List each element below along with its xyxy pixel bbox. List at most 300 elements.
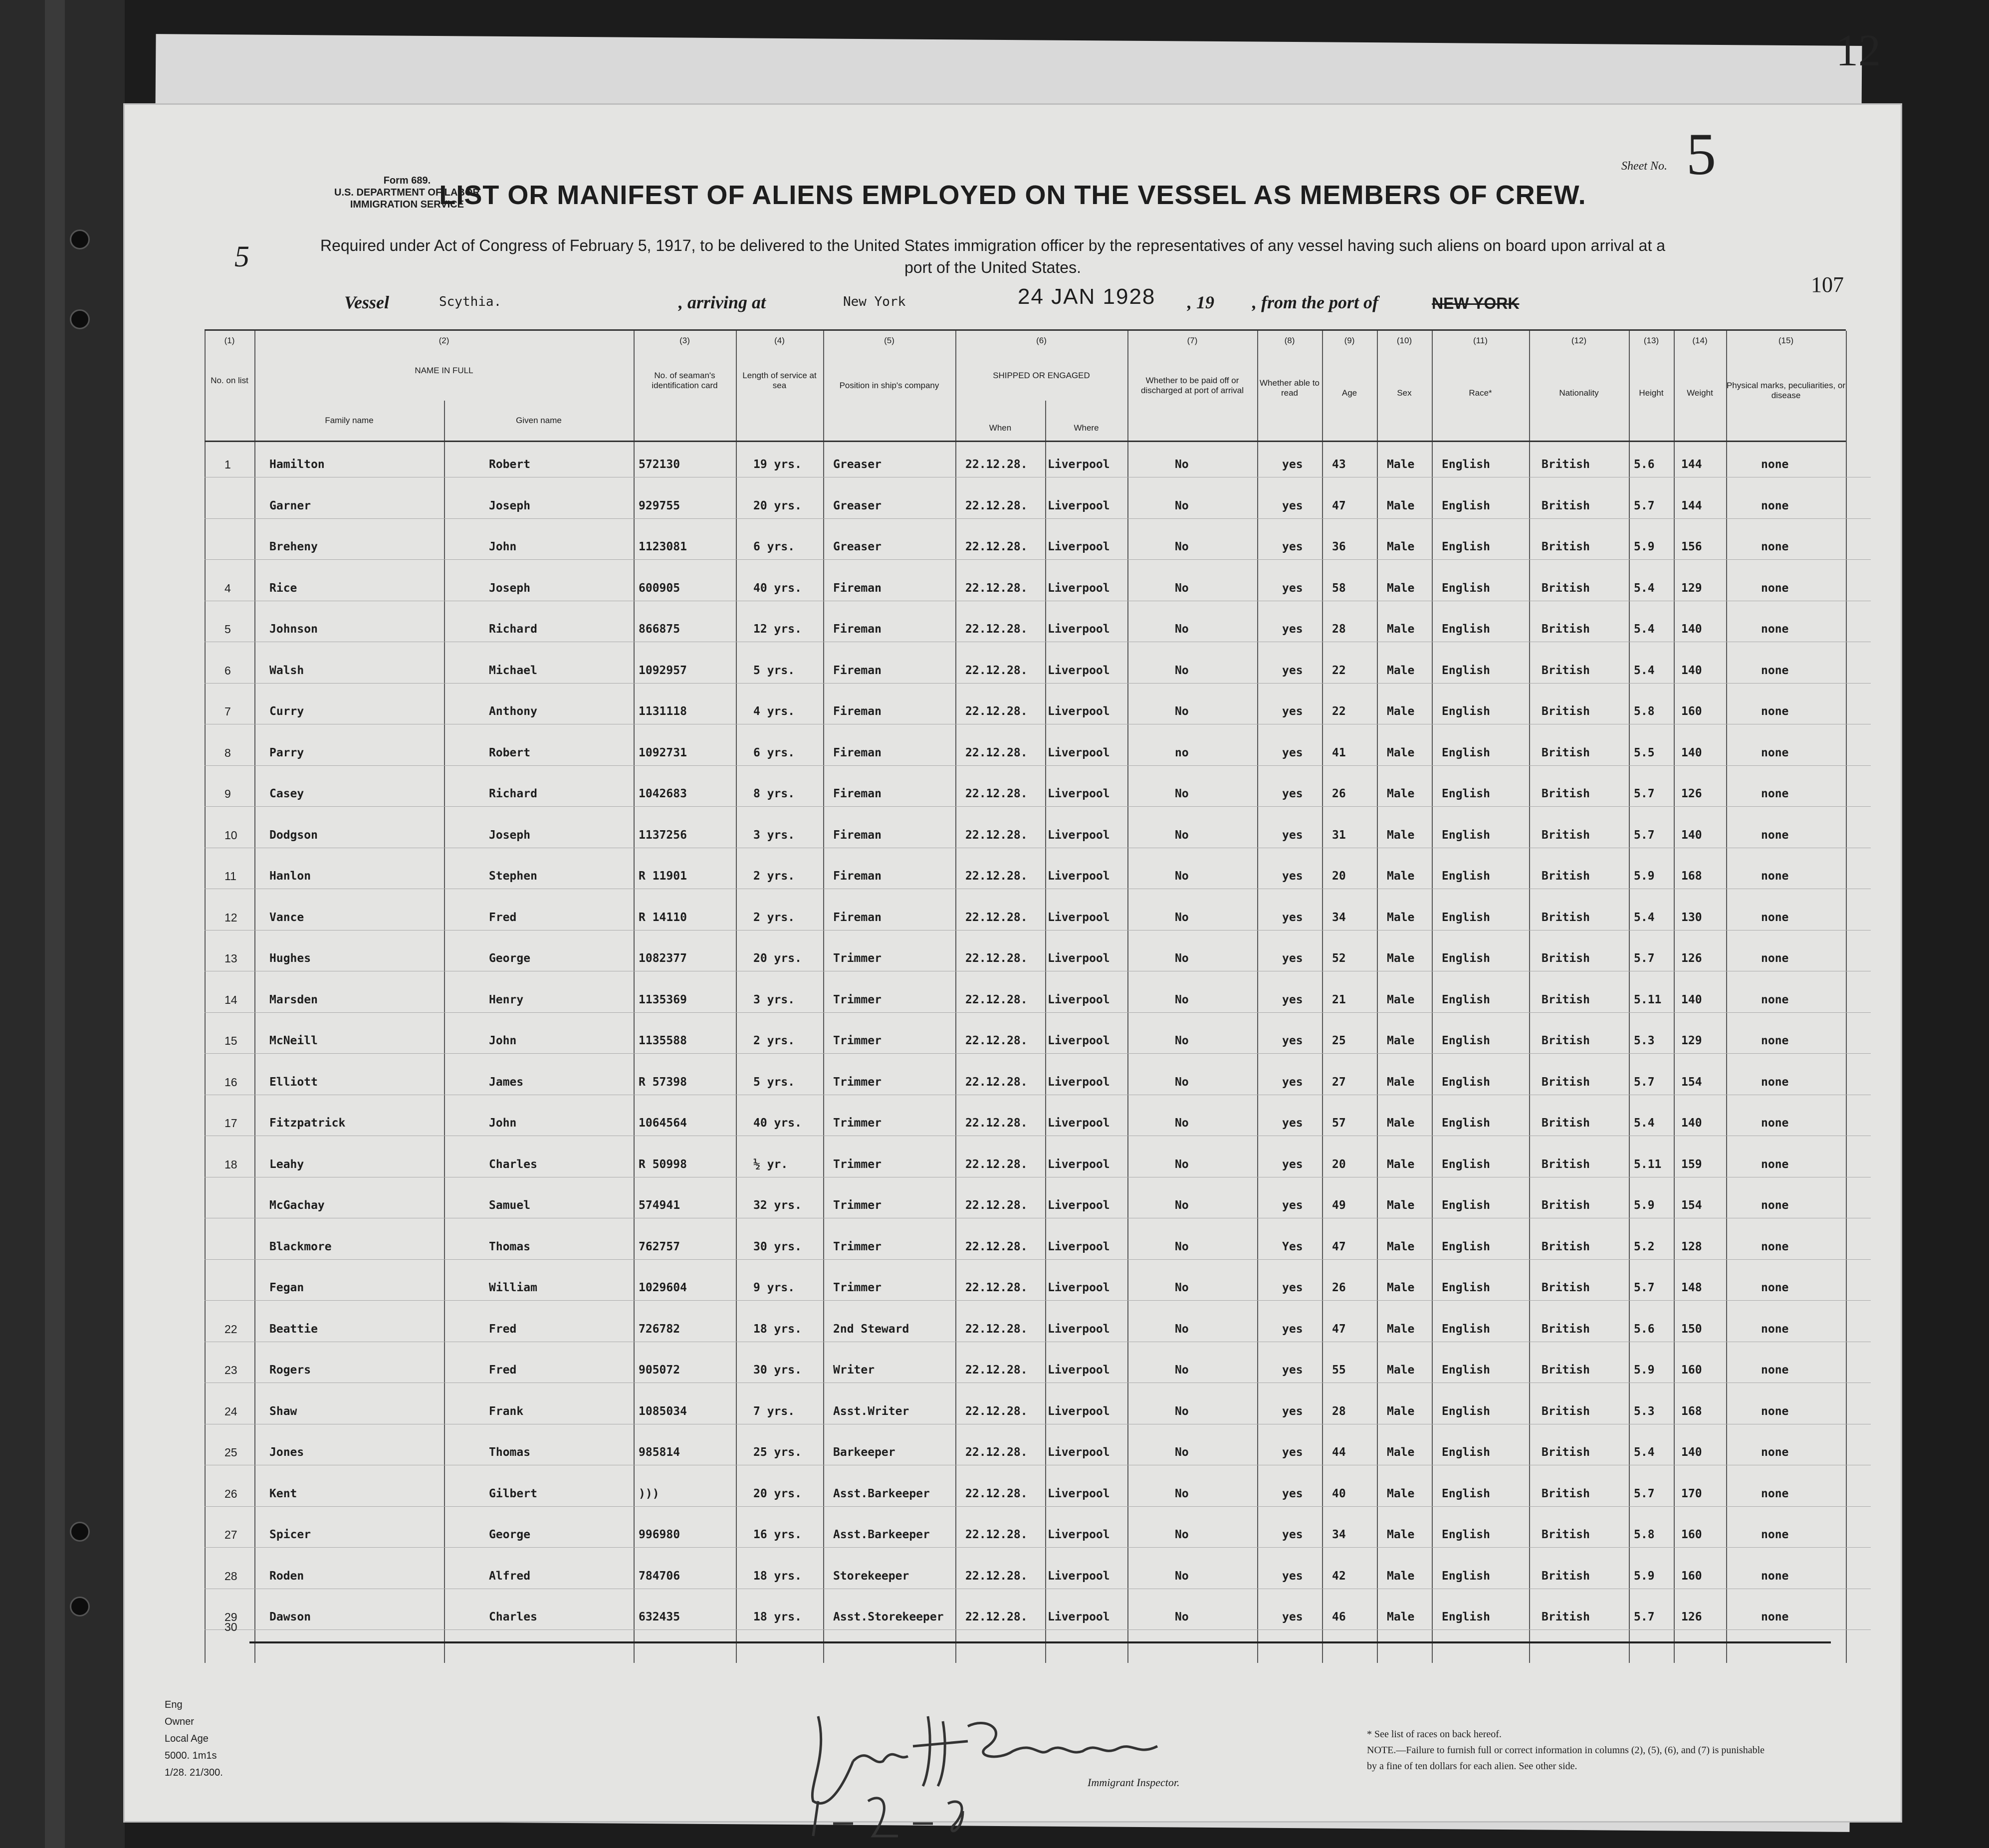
row-14-read: yes [1282, 993, 1303, 1006]
row-22-read: yes [1282, 1322, 1303, 1336]
row-8-position: Fireman [833, 746, 882, 759]
header-height: Height [1639, 388, 1664, 398]
row-23-age: 55 [1332, 1364, 1346, 1377]
column-rule [205, 331, 206, 1663]
row-rule [205, 1629, 1871, 1630]
row-24-no: 24 [224, 1404, 237, 1418]
row-16-given: James [489, 1075, 524, 1089]
from-port: NEW YORK [1432, 294, 1520, 312]
row-23-card: 905072 [639, 1364, 680, 1377]
header-length-service: Length of service at sea [742, 371, 817, 390]
row-16-no: 16 [224, 1075, 237, 1089]
row-5-height: 5.4 [1634, 623, 1655, 636]
row-22-height: 5.6 [1634, 1322, 1655, 1336]
row-28-age: 42 [1332, 1569, 1346, 1583]
row-20-sex: Male [1387, 1240, 1415, 1253]
row-1-read: yes [1282, 458, 1303, 471]
row-11-age: 20 [1332, 870, 1346, 883]
header-nationality: Nationality [1559, 388, 1599, 398]
row-26-read: yes [1282, 1487, 1303, 1500]
row-2-position: Greaser [833, 499, 882, 512]
row-22-marks: none [1761, 1322, 1789, 1336]
row-19-age: 49 [1332, 1199, 1346, 1212]
row-2-height: 5.7 [1634, 499, 1655, 512]
row-rule [205, 1506, 1871, 1507]
row-24-sex: Male [1387, 1404, 1415, 1418]
row-7-sex: Male [1387, 705, 1415, 718]
row-23-height: 5.9 [1634, 1364, 1655, 1377]
row-20-marks: none [1761, 1240, 1789, 1253]
row-21-height: 5.7 [1634, 1281, 1655, 1294]
row-12-race: English [1442, 911, 1490, 924]
row-28-when: 22.12.28. [965, 1569, 1028, 1583]
row-15-race: English [1442, 1034, 1490, 1047]
row-23-paid: No [1175, 1364, 1189, 1377]
row-7-age: 22 [1332, 705, 1346, 718]
row-7-race: English [1442, 705, 1490, 718]
row-6-read: yes [1282, 664, 1303, 677]
row-14-given: Henry [489, 993, 524, 1006]
row-24-marks: none [1761, 1404, 1789, 1418]
sheet-no-label: Sheet No. [1621, 160, 1667, 173]
row-19-service: 32 yrs. [753, 1199, 802, 1212]
row-23-sex: Male [1387, 1364, 1415, 1377]
row-5-age: 28 [1332, 623, 1346, 636]
row-10-position: Fireman [833, 828, 882, 842]
row-7-height: 5.8 [1634, 705, 1655, 718]
row-19-card: 574941 [639, 1199, 680, 1212]
row-14-weight: 140 [1681, 993, 1702, 1006]
row-26-weight: 170 [1681, 1487, 1702, 1500]
row-4-marks: none [1761, 581, 1789, 595]
row-8-card: 1092731 [639, 746, 687, 759]
row-12-read: yes [1282, 911, 1303, 924]
row-6-card: 1092957 [639, 664, 687, 677]
row-24-height: 5.3 [1634, 1404, 1655, 1418]
row-25-marks: none [1761, 1446, 1789, 1459]
row-23-race: English [1442, 1364, 1490, 1377]
row-13-age: 52 [1332, 952, 1346, 965]
row-26-nationality: British [1542, 1487, 1590, 1500]
row-13-sex: Male [1387, 952, 1415, 965]
header-able-read: Whether able to read [1259, 378, 1320, 398]
row-27-marks: none [1761, 1528, 1789, 1541]
row-25-position: Barkeeper [833, 1446, 895, 1459]
col-num-4: (4) [774, 336, 785, 345]
row-6-given: Michael [489, 664, 537, 677]
form-number: Form 689. [383, 175, 431, 186]
row-8-nationality: British [1542, 746, 1590, 759]
row-21-race: English [1442, 1281, 1490, 1294]
row-19-weight: 154 [1681, 1199, 1702, 1212]
row-26-family: Kent [269, 1487, 297, 1500]
row-26-position: Asst.Barkeeper [833, 1487, 930, 1500]
row-17-no: 17 [224, 1117, 237, 1130]
row-3-when: 22.12.28. [965, 540, 1028, 553]
row-20-where: Liverpool [1048, 1240, 1110, 1253]
row-16-position: Trimmer [833, 1075, 882, 1089]
row-21-service: 9 yrs. [753, 1281, 795, 1294]
row-rule [205, 1259, 1871, 1260]
row-10-service: 3 yrs. [753, 828, 795, 842]
row-27-paid: No [1175, 1528, 1189, 1541]
row-27-weight: 160 [1681, 1528, 1702, 1541]
row-24-given: Frank [489, 1404, 524, 1418]
row-11-position: Fireman [833, 870, 882, 883]
row-9-height: 5.7 [1634, 787, 1655, 800]
row-17-family: Fitzpatrick [269, 1117, 346, 1130]
row-1-given: Robert [489, 458, 531, 471]
row-1-no: 1 [224, 458, 231, 471]
row-29-age: 46 [1332, 1611, 1346, 1623]
row-27-service: 16 yrs. [753, 1528, 802, 1541]
row-27-position: Asst.Barkeeper [833, 1528, 930, 1541]
row-27-no: 27 [224, 1528, 237, 1541]
row-19-where: Liverpool [1048, 1199, 1110, 1212]
row-8-age: 41 [1332, 746, 1346, 759]
row-27-height: 5.8 [1634, 1528, 1655, 1541]
year-label: , 19 [1187, 292, 1214, 312]
row-1-when: 22.12.28. [965, 458, 1028, 471]
row-12-sex: Male [1387, 911, 1415, 924]
row-28-marks: none [1761, 1569, 1789, 1583]
row-22-when: 22.12.28. [965, 1322, 1028, 1336]
row-18-race: English [1442, 1157, 1490, 1171]
row-rule [205, 1053, 1871, 1054]
row-10-nationality: British [1542, 828, 1590, 842]
row-17-when: 22.12.28. [965, 1117, 1028, 1130]
row-4-service: 40 yrs. [753, 581, 802, 595]
row-12-height: 5.4 [1634, 911, 1655, 924]
row-26-card: ))) [639, 1487, 660, 1500]
row-5-paid: No [1175, 623, 1189, 636]
row-5-card: 866875 [639, 623, 680, 636]
page-title: LIST OR MANIFEST OF ALIENS EMPLOYED ON THE VESSEL AS MEMBERS OF CREW. [439, 180, 1586, 210]
row-13-no: 13 [224, 952, 237, 965]
row-18-sex: Male [1387, 1157, 1415, 1171]
row-28-card: 784706 [639, 1569, 680, 1583]
row-17-where: Liverpool [1048, 1117, 1110, 1130]
header-sex: Sex [1397, 388, 1412, 398]
row-5-race: English [1442, 623, 1490, 636]
row-25-given: Thomas [489, 1446, 531, 1459]
row-17-paid: No [1175, 1117, 1189, 1130]
row-7-marks: none [1761, 705, 1789, 718]
col-num-12: (12) [1571, 336, 1587, 345]
row-24-race: English [1442, 1404, 1490, 1418]
row-7-service: 4 yrs. [753, 705, 795, 718]
row-29-sex: Male [1387, 1611, 1415, 1623]
row-29-family: Dawson [269, 1611, 311, 1623]
row-11-card: R 11901 [639, 870, 687, 883]
row-9-race: English [1442, 787, 1490, 800]
corner-mark: 12 [1836, 26, 1881, 75]
row-11-family: Hanlon [269, 870, 311, 883]
row-4-position: Fireman [833, 581, 882, 595]
row-6-when: 22.12.28. [965, 664, 1028, 677]
row-9-position: Fireman [833, 787, 882, 800]
row-8-marks: none [1761, 746, 1789, 759]
row-17-position: Trimmer [833, 1117, 882, 1130]
row-25-no: 25 [224, 1446, 237, 1459]
row-26-when: 22.12.28. [965, 1487, 1028, 1500]
row-4-card: 600905 [639, 581, 680, 595]
row-13-race: English [1442, 952, 1490, 965]
row-19-nationality: British [1542, 1199, 1590, 1212]
row-26-sex: Male [1387, 1487, 1415, 1500]
row-5-read: yes [1282, 623, 1303, 636]
vessel-label: Vessel [344, 292, 389, 312]
row-16-where: Liverpool [1048, 1075, 1110, 1089]
row-15-given: John [489, 1034, 517, 1047]
row-21-when: 22.12.28. [965, 1281, 1028, 1294]
row-7-where: Liverpool [1048, 705, 1110, 718]
row-10-paid: No [1175, 828, 1189, 842]
row-27-when: 22.12.28. [965, 1528, 1028, 1541]
row-6-family: Walsh [269, 664, 304, 677]
column-rule [634, 331, 635, 1663]
col-num-8: (8) [1284, 336, 1295, 345]
row-1-card: 572130 [639, 458, 680, 471]
col-num-3: (3) [679, 336, 690, 345]
row-17-marks: none [1761, 1117, 1789, 1130]
row-1-nationality: British [1542, 458, 1590, 471]
row-4-given: Joseph [489, 581, 531, 595]
binder-edge [45, 0, 65, 1848]
column-rule [1529, 331, 1530, 1663]
row-28-read: yes [1282, 1569, 1303, 1583]
row-12-position: Fireman [833, 911, 882, 924]
row-19-sex: Male [1387, 1199, 1415, 1212]
row-20-given: Thomas [489, 1240, 531, 1253]
row-12-marks: none [1761, 911, 1789, 924]
row-25-service: 25 yrs. [753, 1446, 802, 1459]
row-9-when: 22.12.28. [965, 787, 1028, 800]
row-19-given: Samuel [489, 1199, 531, 1212]
row-26-given: Gilbert [489, 1487, 537, 1500]
row-16-sex: Male [1387, 1075, 1415, 1089]
row-7-read: yes [1282, 705, 1303, 718]
col-num-15: (15) [1778, 336, 1794, 345]
row-21-marks: none [1761, 1281, 1789, 1294]
row-8-given: Robert [489, 746, 531, 759]
row-28-service: 18 yrs. [753, 1569, 802, 1583]
row-11-read: yes [1282, 870, 1303, 883]
row-7-position: Fireman [833, 705, 882, 718]
row-2-service: 20 yrs. [753, 499, 802, 512]
row-6-nationality: British [1542, 664, 1590, 677]
row-4-sex: Male [1387, 581, 1415, 595]
row-17-given: John [489, 1117, 517, 1130]
row-10-age: 31 [1332, 828, 1346, 842]
row-rule [205, 765, 1871, 766]
row-3-age: 36 [1332, 540, 1346, 553]
row-22-given: Fred [489, 1322, 517, 1336]
row-15-weight: 129 [1681, 1034, 1702, 1047]
row-21-card: 1029604 [639, 1281, 687, 1294]
row-12-weight: 130 [1681, 911, 1702, 924]
row-2-family: Garner [269, 499, 311, 512]
row-9-no: 9 [224, 787, 231, 800]
header-age: Age [1341, 388, 1357, 398]
row-5-nationality: British [1542, 623, 1590, 636]
row-15-position: Trimmer [833, 1034, 882, 1047]
inspector-label: Immigrant Inspector. [1088, 1776, 1180, 1789]
row-19-read: yes [1282, 1199, 1303, 1212]
row-22-age: 47 [1332, 1322, 1346, 1336]
row-16-family: Elliott [269, 1075, 318, 1089]
row-18-position: Trimmer [833, 1157, 882, 1171]
row-17-weight: 140 [1681, 1117, 1702, 1130]
binder-hole [70, 1597, 90, 1617]
row-17-race: English [1442, 1117, 1490, 1130]
col-num-10: (10) [1396, 336, 1412, 345]
row-6-service: 5 yrs. [753, 664, 795, 677]
row-9-read: yes [1282, 787, 1303, 800]
row-20-paid: No [1175, 1240, 1189, 1253]
row-27-race: English [1442, 1528, 1490, 1541]
row-8-service: 6 yrs. [753, 746, 795, 759]
row-20-height: 5.2 [1634, 1240, 1655, 1253]
row-13-weight: 126 [1681, 952, 1702, 965]
row-11-sex: Male [1387, 870, 1415, 883]
row-19-position: Trimmer [833, 1199, 882, 1212]
row-29-paid: No [1175, 1611, 1189, 1623]
row-7-given: Anthony [489, 705, 537, 718]
row-8-weight: 140 [1681, 746, 1702, 759]
row-11-race: English [1442, 870, 1490, 883]
row-18-service: ½ yr. [753, 1157, 788, 1171]
row-18-no: 18 [224, 1157, 237, 1171]
row-3-where: Liverpool [1048, 540, 1110, 553]
row-24-position: Asst.Writer [833, 1404, 909, 1418]
row-26-no: 26 [224, 1487, 237, 1500]
row-22-paid: No [1175, 1322, 1189, 1336]
header-divider [205, 441, 1846, 442]
header-where: Where [1074, 423, 1099, 433]
footer-notes [1367, 1726, 1776, 1774]
row-16-marks: none [1761, 1075, 1789, 1089]
binder-hole [70, 230, 90, 249]
row-16-paid: No [1175, 1075, 1189, 1089]
row-1-weight: 144 [1681, 458, 1702, 471]
row-26-paid: No [1175, 1487, 1189, 1500]
row-3-paid: No [1175, 540, 1189, 553]
row-15-age: 25 [1332, 1034, 1346, 1047]
row-25-card: 985814 [639, 1446, 680, 1459]
row-10-race: English [1442, 828, 1490, 842]
row-3-position: Greaser [833, 540, 882, 553]
col-num-7: (7) [1187, 336, 1198, 345]
row-7-family: Curry [269, 705, 304, 718]
row-28-nationality: British [1542, 1569, 1590, 1583]
column-rule [1846, 331, 1847, 1663]
col-num-1: (1) [224, 336, 235, 345]
row-29-no: 29 [224, 1611, 237, 1623]
row-18-read: yes [1282, 1157, 1303, 1171]
row-5-given: Richard [489, 623, 537, 636]
row-11-weight: 168 [1681, 870, 1702, 883]
row-16-race: English [1442, 1075, 1490, 1089]
row-14-marks: none [1761, 993, 1789, 1006]
row-25-where: Liverpool [1048, 1446, 1110, 1459]
row-3-given: John [489, 540, 517, 553]
row-20-race: English [1442, 1240, 1490, 1253]
row-25-age: 44 [1332, 1446, 1346, 1459]
row-6-sex: Male [1387, 664, 1415, 677]
row-13-height: 5.7 [1634, 952, 1655, 965]
col-num-13: (13) [1643, 336, 1659, 345]
row-16-card: R 57398 [639, 1075, 687, 1089]
row-12-card: R 14110 [639, 911, 687, 924]
header-shipped: SHIPPED OR ENGAGED [993, 371, 1090, 380]
col-num-6: (6) [1036, 336, 1047, 345]
row-10-when: 22.12.28. [965, 828, 1028, 842]
col-num-9: (9) [1344, 336, 1355, 345]
row-rule [205, 559, 1871, 560]
row-17-read: yes [1282, 1117, 1303, 1130]
header-seaman-card: No. of seaman's identification card [652, 371, 718, 390]
arriving-label: , arriving at [678, 292, 766, 312]
row-12-nationality: British [1542, 911, 1590, 924]
row-21-sex: Male [1387, 1281, 1415, 1294]
row-12-paid: No [1175, 911, 1189, 924]
row-3-height: 5.9 [1634, 540, 1655, 553]
column-rule [1726, 331, 1727, 1663]
row-2-when: 22.12.28. [965, 499, 1028, 512]
row-13-card: 1082377 [639, 952, 687, 965]
row-29-when: 22.12.28. [965, 1611, 1028, 1623]
crew-table [205, 329, 1846, 1663]
row-21-weight: 148 [1681, 1281, 1702, 1294]
row-27-read: yes [1282, 1528, 1303, 1541]
date-stamp: 24 JAN 1928 [1018, 284, 1156, 309]
row-29-weight: 126 [1681, 1611, 1702, 1623]
row-2-sex: Male [1387, 499, 1415, 512]
row-22-weight: 150 [1681, 1322, 1702, 1336]
col-num-11: (11) [1473, 336, 1488, 345]
row-12-no: 12 [224, 911, 237, 924]
row-23-family: Rogers [269, 1364, 311, 1377]
row-7-paid: No [1175, 705, 1189, 718]
row-29-marks: none [1761, 1611, 1789, 1623]
row-22-race: English [1442, 1322, 1490, 1336]
row-25-height: 5.4 [1634, 1446, 1655, 1459]
row-9-marks: none [1761, 787, 1789, 800]
row-9-where: Liverpool [1048, 787, 1110, 800]
row-15-when: 22.12.28. [965, 1034, 1028, 1047]
row-27-sex: Male [1387, 1528, 1415, 1541]
row-18-nationality: British [1542, 1157, 1590, 1171]
row-1-position: Greaser [833, 458, 882, 471]
row-4-age: 58 [1332, 581, 1346, 595]
row-7-nationality: British [1542, 705, 1590, 718]
row-5-when: 22.12.28. [965, 623, 1028, 636]
row-29-where: Liverpool [1048, 1611, 1110, 1623]
row-21-family: Fegan [269, 1281, 304, 1294]
row-29-read: yes [1282, 1611, 1303, 1623]
row-20-card: 762757 [639, 1240, 680, 1253]
row-23-position: Writer [833, 1364, 875, 1377]
row-3-card: 1123081 [639, 540, 687, 553]
row-22-sex: Male [1387, 1322, 1415, 1336]
row-4-nationality: British [1542, 581, 1590, 595]
header-family-name: Family name [325, 416, 374, 425]
row-3-read: yes [1282, 540, 1303, 553]
row-21-nationality: British [1542, 1281, 1590, 1294]
row-5-marks: none [1761, 623, 1789, 636]
row-28-race: English [1442, 1569, 1490, 1583]
